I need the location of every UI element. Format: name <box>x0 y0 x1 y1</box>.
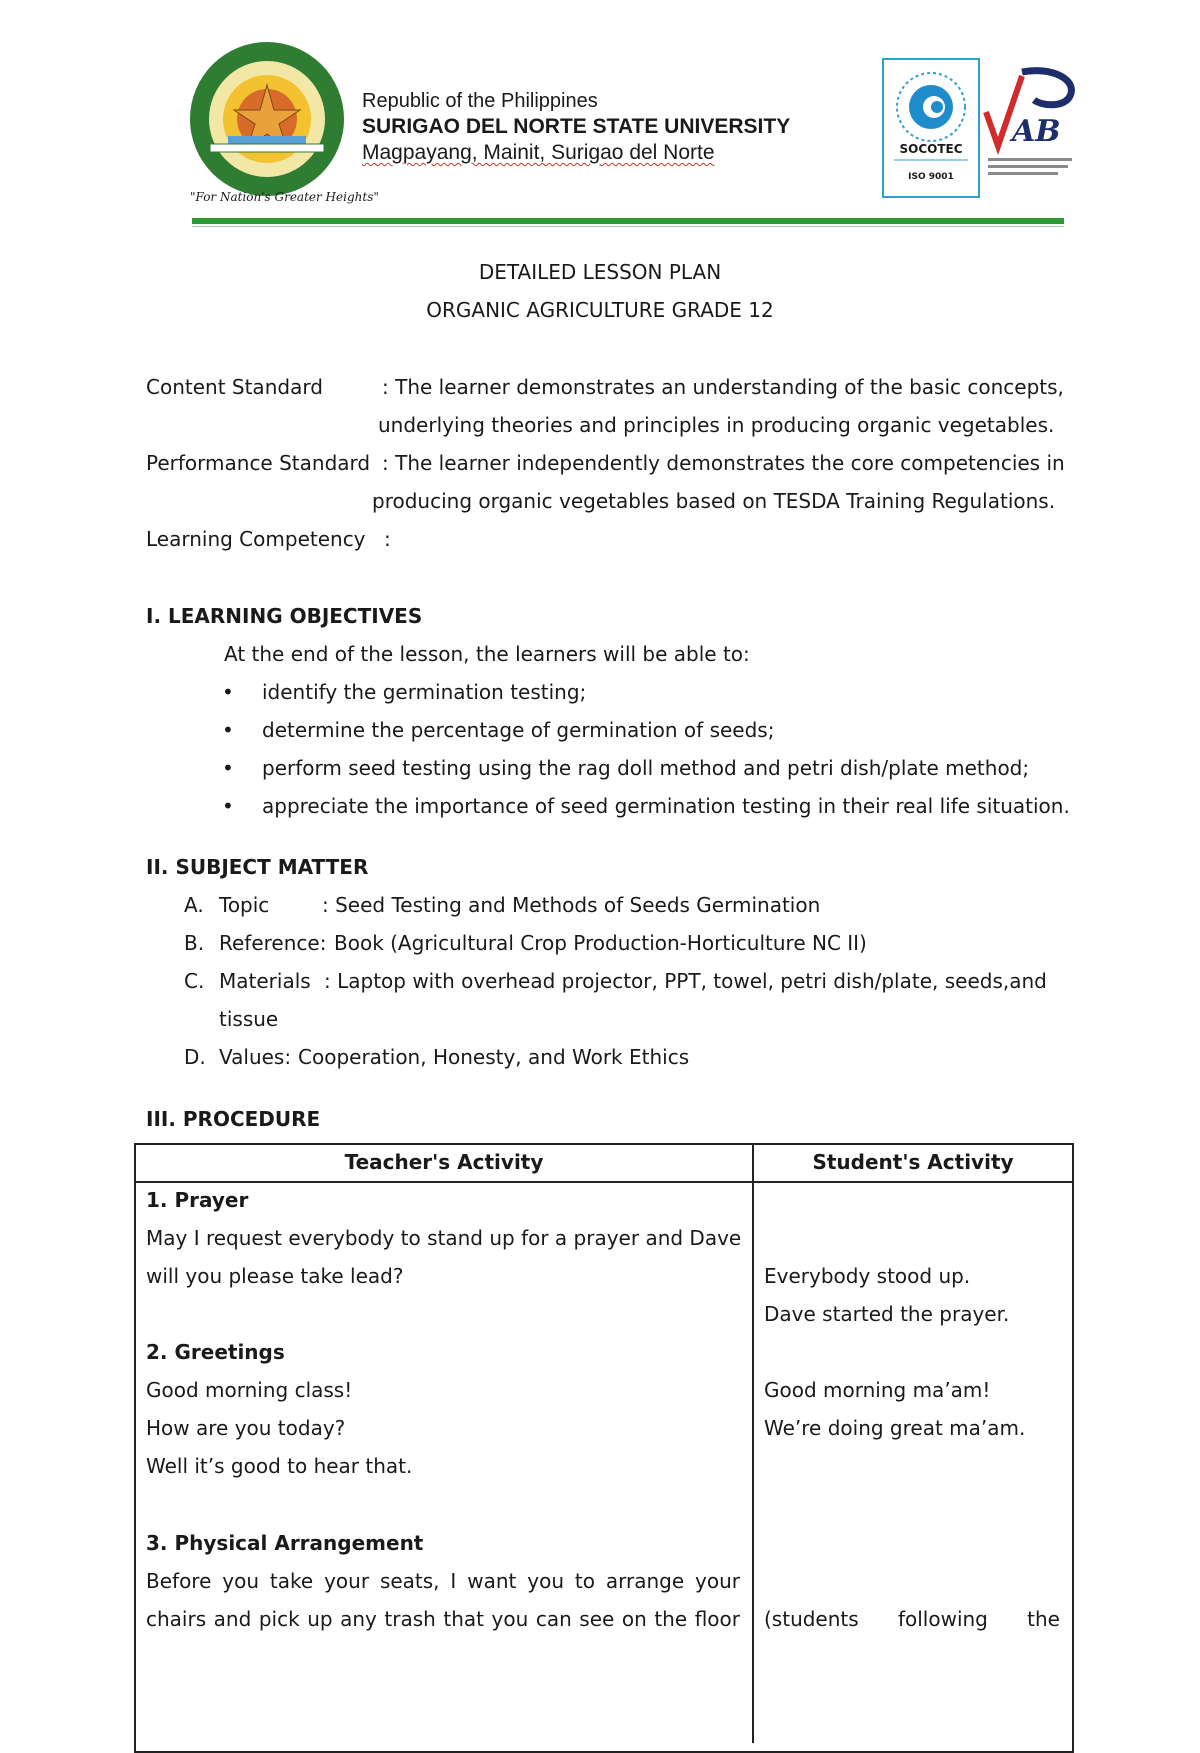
bullet: • <box>222 718 234 742</box>
objective-item: perform seed testing using the rag doll method and petri dish/plate method; <box>262 756 1030 780</box>
university-name: SURIGAO DEL NORTE STATE UNIVERSITY <box>362 115 791 138</box>
bullet: • <box>222 756 234 780</box>
content-standard-text-2: underlying theories and principles in producing organic vegetables. <box>378 413 1055 437</box>
learning-competency-value: : <box>384 527 391 551</box>
topic-value: : Seed Testing and Methods of Seeds Germination <box>322 893 821 917</box>
greetings-teacher-line: Well it’s good to hear that. <box>146 1454 413 1478</box>
pab-accreditation-logo <box>982 66 1078 190</box>
doc-title: DETAILED LESSON PLAN <box>478 260 722 284</box>
table-column-divider <box>752 1143 754 1743</box>
republic-line: Republic of the Philippines <box>362 90 598 112</box>
content-standard-label: Content Standard <box>146 375 323 399</box>
materials-value: : Laptop with overhead projector, PPT, towel, petri dish/plate, seeds,and <box>324 969 1047 993</box>
reference-label: Reference: <box>219 931 327 955</box>
content-standard-text: : The learner demonstrates an understanding of the basic concepts, <box>382 375 1064 399</box>
table-header-divider <box>134 1181 1074 1183</box>
arrangement-student-line: (students following the <box>764 1607 1060 1631</box>
socotec-certification-logo <box>882 58 980 198</box>
materials-value-2: tissue <box>219 1007 279 1031</box>
prayer-student-line: Dave started the prayer. <box>764 1302 1010 1326</box>
objective-item: identify the germination testing; <box>262 680 587 704</box>
performance-standard-label: Performance Standard <box>146 451 371 475</box>
arrangement-heading: 3. Physical Arrangement <box>146 1531 424 1555</box>
list-letter: A. <box>184 893 204 917</box>
objectives-intro: At the end of the lesson, the learners will be able to: <box>224 642 750 666</box>
list-letter: D. <box>184 1045 206 1069</box>
arrangement-teacher-line: chairs and pick up any trash that you can see on the floor <box>146 1607 740 1631</box>
socotec-label: SOCOTEC <box>899 142 963 156</box>
header-divider-light <box>192 226 1064 227</box>
prayer-teacher-line: will you please take lead? <box>146 1264 404 1288</box>
teacher-activity-header: Teacher's Activity <box>344 1150 544 1174</box>
prayer-heading: 1. Prayer <box>146 1188 249 1212</box>
header-divider <box>192 218 1064 224</box>
greetings-student-line: Good morning ma’am! <box>764 1378 991 1402</box>
materials-label: Materials <box>219 969 311 993</box>
bullet: • <box>222 794 234 818</box>
learning-competency-label: Learning Competency <box>146 527 366 551</box>
greetings-heading: 2. Greetings <box>146 1340 285 1364</box>
iso-label: ISO 9001 <box>908 172 954 182</box>
prayer-student-line: Everybody stood up. <box>764 1264 971 1288</box>
university-address: Magpayang, Mainit, Surigao del Norte <box>362 141 715 164</box>
objective-item: determine the percentage of germination of seeds; <box>262 718 775 742</box>
list-letter: B. <box>184 931 205 955</box>
topic-label: Topic <box>219 893 270 917</box>
reference-value: Book (Agricultural Crop Production-Horticulture NC II) <box>334 931 867 955</box>
greetings-teacher-line: How are you today? <box>146 1416 346 1440</box>
values-label: Values: <box>219 1045 292 1069</box>
university-seal <box>188 40 346 198</box>
list-letter: C. <box>184 969 205 993</box>
university-motto: "For Nation's Greater Heights" <box>190 190 379 204</box>
performance-standard-text-2: producing organic vegetables based on TESDA Training Regulations. <box>372 489 1056 513</box>
objective-item: appreciate the importance of seed germination testing in their real life situation. <box>262 794 1070 818</box>
performance-standard-text: : The learner independently demonstrates the core competencies in <box>382 451 1065 475</box>
bullet: • <box>222 680 234 704</box>
objectives-heading: I. LEARNING OBJECTIVES <box>146 604 423 628</box>
greetings-teacher-line: Good morning class! <box>146 1378 353 1402</box>
subject-matter-heading: II. SUBJECT MATTER <box>146 855 369 879</box>
arrangement-teacher-line: Before you take your seats, I want you to arrange your <box>146 1569 740 1593</box>
greetings-student-line: We’re doing great ma’am. <box>764 1416 1026 1440</box>
student-activity-header: Student's Activity <box>812 1150 1014 1174</box>
doc-subtitle: ORGANIC AGRICULTURE GRADE 12 <box>426 298 774 322</box>
procedure-heading: III. PROCEDURE <box>146 1107 321 1131</box>
values-value: Cooperation, Honesty, and Work Ethics <box>298 1045 690 1069</box>
pab-letters: AB <box>1012 114 1061 149</box>
prayer-teacher-line: May I request everybody to stand up for a prayer and Dave <box>146 1226 742 1250</box>
